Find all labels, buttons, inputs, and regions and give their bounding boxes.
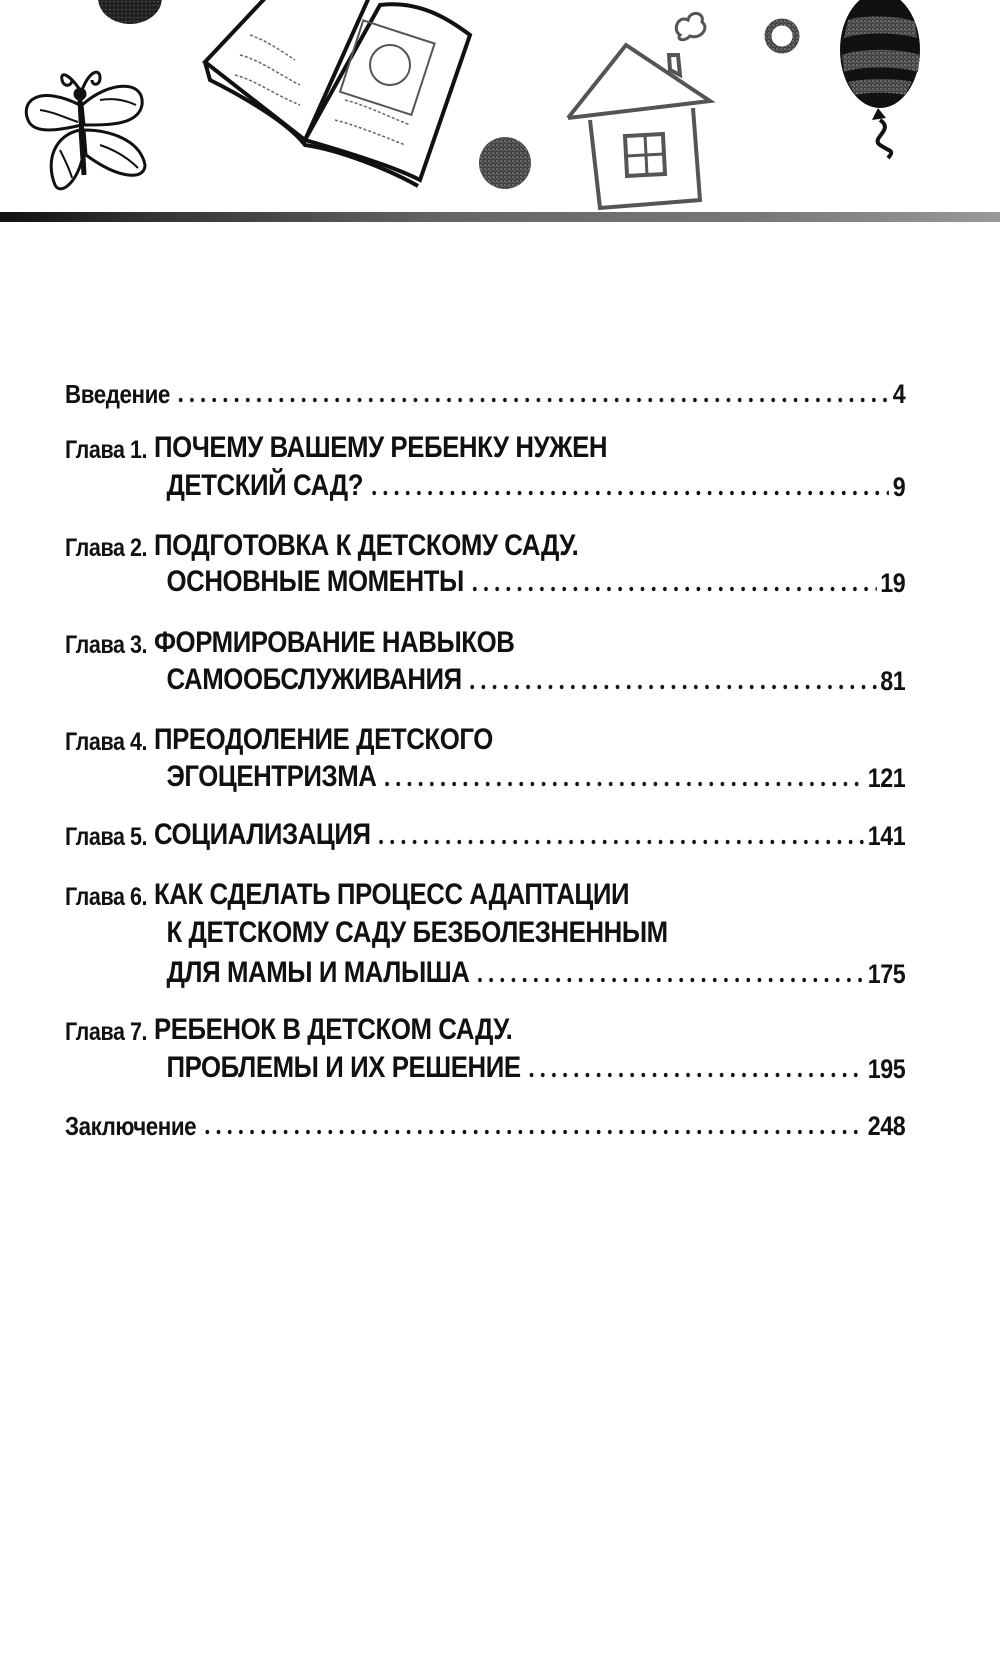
entry-title: Заключение [65,1111,197,1141]
page-number: 195 [867,1054,906,1084]
entry-title-line: К ДЕТСКОМУ САДУ БЕЗБОЛЕЗНЕННЫМ [166,916,668,949]
striped-balloon-icon [840,0,920,158]
dot-leader [201,1129,864,1135]
chapter-label: Глава 5. [65,823,148,851]
entry-title-line: ДЛЯ МАМЫ И МАЛЫША [166,956,470,989]
entry-title: Введение [65,379,170,409]
entry-title-line: КАК СДЕЛАТЬ ПРОЦЕСС АДАПТАЦИИ [153,878,630,911]
page-number: 19 [880,568,906,598]
butterfly-icon [26,72,145,189]
page-number: 9 [892,472,906,502]
entry-title-line: ПРЕОДОЛЕНИЕ ДЕТСКОГО [153,723,493,756]
chapter-label: Глава 1. [65,436,148,464]
entry-title-line: ПОДГОТОВКА К ДЕТСКОМУ САДУ. [153,529,579,562]
chapter-label: Глава 4. [65,728,148,756]
chapter-label: Глава 2. [65,534,148,562]
entry-title-line: ФОРМИРОВАНИЕ НАВЫКОВ [153,626,515,659]
entry-title-line: ОСНОВНЫЕ МОМЕНТЫ [166,565,464,598]
page-number: 4 [892,379,906,409]
entry-title-line: ЭГОЦЕНТРИЗМА [166,760,377,793]
page-number: 248 [867,1111,906,1141]
house-icon [568,13,710,208]
chapter-label: Глава 7. [65,1018,148,1046]
dot-leader [467,684,877,690]
header-divider [0,212,1000,222]
header-illustrations [0,0,1000,210]
dot-leader [526,1072,865,1078]
page-number: 175 [867,959,906,989]
open-book-icon [205,0,470,186]
entry-title-line: СОЦИАЛИЗАЦИЯ [153,818,371,851]
entry-title-line: ДЕТСКИЙ САД? [166,469,364,502]
ring-icon [768,22,796,50]
dot-leader [469,586,877,592]
entry-title-line: РЕБЕНОК В ДЕТСКОМ САДУ. [153,1013,513,1046]
dot-leader [368,490,889,496]
dot-leader [475,977,865,983]
dot-leader [376,839,865,845]
entry-title-line: САМООБСЛУЖИВАНИЯ [166,663,462,696]
entry-title-line: ПОЧЕМУ ВАШЕМУ РЕБЕНКУ НУЖЕН [153,431,608,464]
chapter-label: Глава 6. [65,883,148,911]
dot-leader [382,781,865,787]
chapter-label: Глава 3. [65,631,148,659]
gray-circle-icon [479,137,531,189]
entry-title-line: ПРОБЛЕМЫ И ИХ РЕШЕНИЕ [166,1051,521,1084]
page-number: 141 [867,821,906,851]
dark-circle-icon [98,0,162,24]
page-number: 81 [880,666,906,696]
dot-leader [175,397,889,403]
page-number: 121 [867,763,906,793]
